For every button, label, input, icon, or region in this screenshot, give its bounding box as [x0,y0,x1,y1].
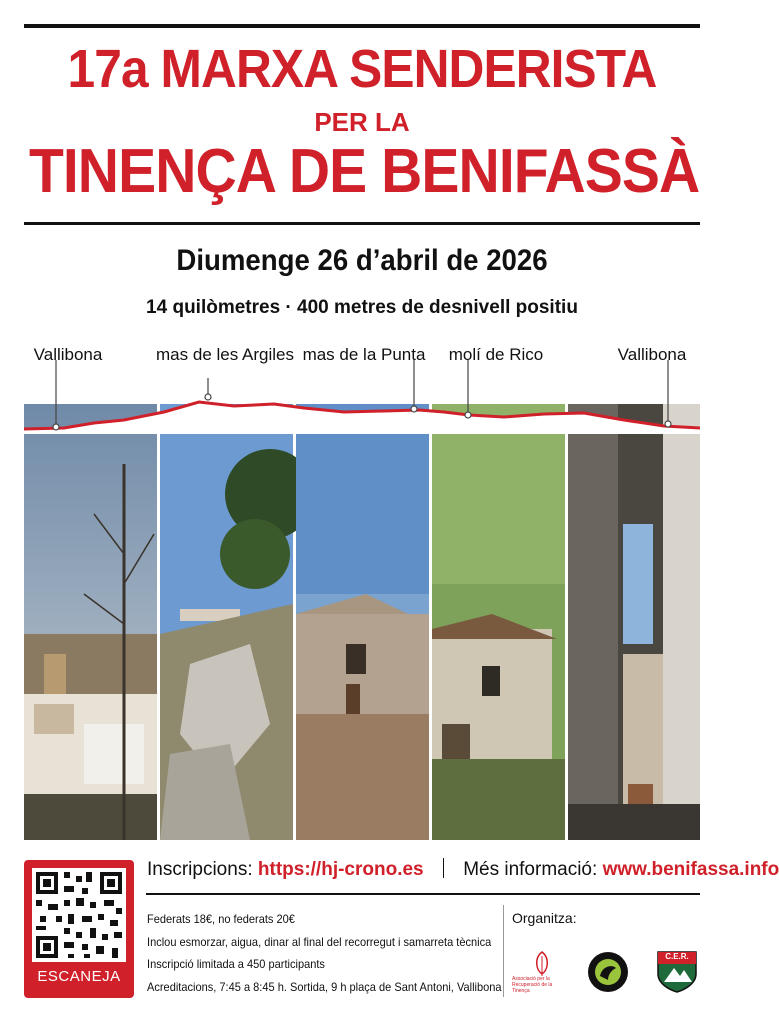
more-info-label: Més informació: [463,859,598,880]
photo-vallibona-street [568,404,700,840]
title-bottom-rule [24,222,700,225]
organizer-logo-club-icon [586,950,630,999]
photo-punta [296,404,429,840]
organizers-divider [503,905,504,997]
organizer-logo-association [512,948,570,996]
registration-link[interactable]: https://hj-crono.es [257,859,424,880]
qr-code-badge[interactable] [24,860,134,998]
photo-argiles [160,404,293,840]
organizer-logo-cer-text: C.E.R. [665,952,689,961]
title-line-3: TINENÇA DE BENIFASSÀ [28,137,700,206]
organizer-logo-cer [654,948,700,999]
waypoint-label-argiles: mas de les Argiles [156,345,294,364]
more-info-link[interactable]: www.benifassa.info [602,859,779,880]
qr-caption: ESCANEJA [37,968,121,985]
detail-price: Federats 18€, no federats 20€ [147,912,295,926]
elevation-profile [24,390,700,434]
event-date: Diumenge 26 d’abril de 2026 [176,244,548,277]
detail-includes: Inclou esmorzar, aigua, dinar al final del recorregut i samarreta tècnica [147,935,492,949]
registration-label: Inscripcions: [147,859,253,880]
waypoint-label-rico: molí de Rico [448,345,544,364]
waypoint-label-start: Vallibona [33,345,103,364]
detail-limit: Inscripció limitada a 450 participants [147,957,325,971]
footer-rule [146,893,700,895]
detail-schedule: Acreditacions, 7:45 a 8:45 h. Sortida, 9 h plaça de Sant Antoni, Vallibona [147,980,502,994]
title-line-2: PER LA [314,107,410,137]
qr-code-icon[interactable] [32,868,126,962]
route-stats: 14 quilòmetres · 400 metres de desnivell positiu [146,297,578,318]
organizers-label: Organitza: [512,910,577,926]
divider [443,858,444,878]
registration-line [147,858,779,881]
photo-rico [432,404,565,840]
title-line-1: 17a MARXA SENDERISTA [67,39,657,99]
photo-strip [24,404,700,840]
waypoint-label-punta: mas de la Punta [302,345,426,364]
waypoint-label-end: Vallibona [617,345,687,364]
organizer-logo-association-text: Associació per la Recuperació de la Tinença [512,976,553,994]
photo-vallibona [24,404,157,840]
top-rule [24,24,700,28]
